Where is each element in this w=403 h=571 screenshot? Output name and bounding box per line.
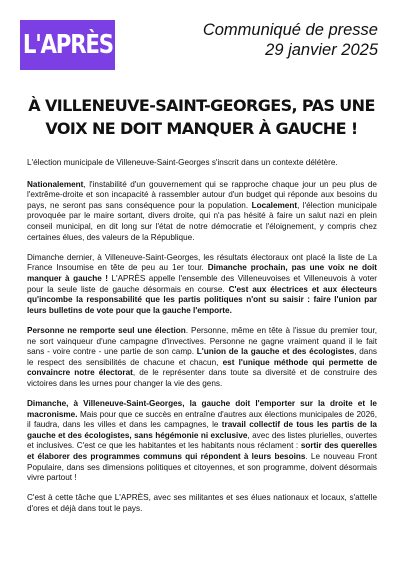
paragraph-5: C'est à cette tâche que L'APRÈS, avec ses militantes et ses élues nationaux et locaux, s'attelle d'ores et déjà dans tout le pays. — [27, 493, 377, 513]
logo-text: L'APRÈS — [22, 30, 113, 60]
p3-bold-2: L'union de la gauche et des écologistes — [196, 347, 355, 357]
p2-text-2: L'APRÈS appelle l'ensemble des Villeneuvoises et Villeneuvois à voter pour la seule liste de gauche désormais en course. — [27, 273, 377, 294]
p3-text-2: , dans le respect des sensibilités de chacune et chacun, — [27, 347, 377, 367]
p4-bold-2: travail collectif de tous les partis de la gauche et des écologistes, sans hégémonie ni exclusive — [27, 420, 377, 440]
p2-text-1: Dimanche dernier, à Villeneuve-Saint-Georges, les résultats électoraux ont placé la liste de La France Insoumise en tête de peu au 1er tour. — [27, 252, 377, 273]
p1-text-2: , l'élection municipale provoquée par le maire sortant, divers droite, qui n'a pas hésité à faire un salut nazi en plein conseil municipal, en dit long sur l'état de notre démocratie et l'éloignement, y compris chez certaines élues, des valeurs de la République. — [27, 200, 377, 242]
p2-bold-2: C'est aux électrices et aux électeurs qu'incombe la responsabilité que les partis politiques n'ont su saisir : faire l'union par leurs bulletins de vote pour que la gauche l'emporte. — [27, 284, 377, 315]
title-line-1: À VILLENEUVE-SAINT-GEORGES, PAS UNE — [28, 96, 375, 115]
press-release-body — [27, 158, 377, 524]
press-label: Communiqué de presse — [202, 21, 378, 39]
paragraph-3 — [27, 326, 377, 390]
page-title — [14, 94, 389, 140]
p1-bold-2: Localement — [251, 200, 298, 210]
lead-paragraph: L'élection municipale de Villeneuve-Saint-Georges s'inscrit dans un contexte délétère. — [27, 158, 338, 167]
p3-text-3: , de le représenter dans toute sa diversité et de construire des victoires dans les urnes pour changer la vie des gens. — [27, 368, 377, 388]
press-date: 29 janvier 2025 — [265, 41, 378, 59]
p4-text-1: Mais pour que ce succès en entraîne d'autres aux élections municipales de 2026, il faudra, dans les villes et dans les campagnes, le — [27, 409, 377, 430]
p4-text-2: , avec des listes plurielles, ouvertes et inclusives. C'est ce que les habitantes et les habitants nous réclament : — [27, 430, 377, 451]
p3-text-1: . Personne, même en tête à l'issue du premier tour, ne sort vainqueur d'une campagne d'invectives. Personne ne gagne vraiment quand il le fait sans - voire contre - une partie de son camp. — [27, 325, 377, 357]
press-header — [203, 20, 378, 60]
p2-bold-1: Dimanche prochain, pas une voix ne doit manquer à gauche ! — [27, 263, 377, 283]
p4-text-3: . Le nouveau Front Populaire, dans ses dimensions politiques et citoyennes, et son programme, doivent désormais vivre partout ! — [27, 452, 377, 483]
p1-text-1: , l'instabilité d'un gouvernement qui se rapproche chaque jour un peu plus de l'extrême-droite et son incapacité à rassembler autour d'un budget qui réponde aux besoins du pays, ne seront pas sans conséquence pour la population. — [27, 179, 377, 210]
title-line-2: VOIX NE DOIT MANQUER À GAUCHE ! — [45, 119, 358, 138]
paragraph-4 — [27, 399, 377, 484]
logo — [20, 20, 115, 70]
p1-bold-1: Nationalement — [27, 179, 84, 189]
paragraph-2 — [27, 253, 377, 317]
p3-bold-1: Personne ne remporte seul une élection — [27, 325, 186, 335]
p3-bold-3: est l'unique méthode qui permette de convaincre notre électorat — [27, 357, 378, 378]
p4-bold-3: sortir des querelles et élaborer des programmes communs qui répondent à leurs besoins — [27, 441, 377, 462]
p4-bold-1: Dimanche, à Villeneuve-Saint-Georges, la gauche doit l'emporter sur la droite et le macronisme. — [27, 399, 377, 419]
paragraph-1 — [27, 180, 377, 244]
